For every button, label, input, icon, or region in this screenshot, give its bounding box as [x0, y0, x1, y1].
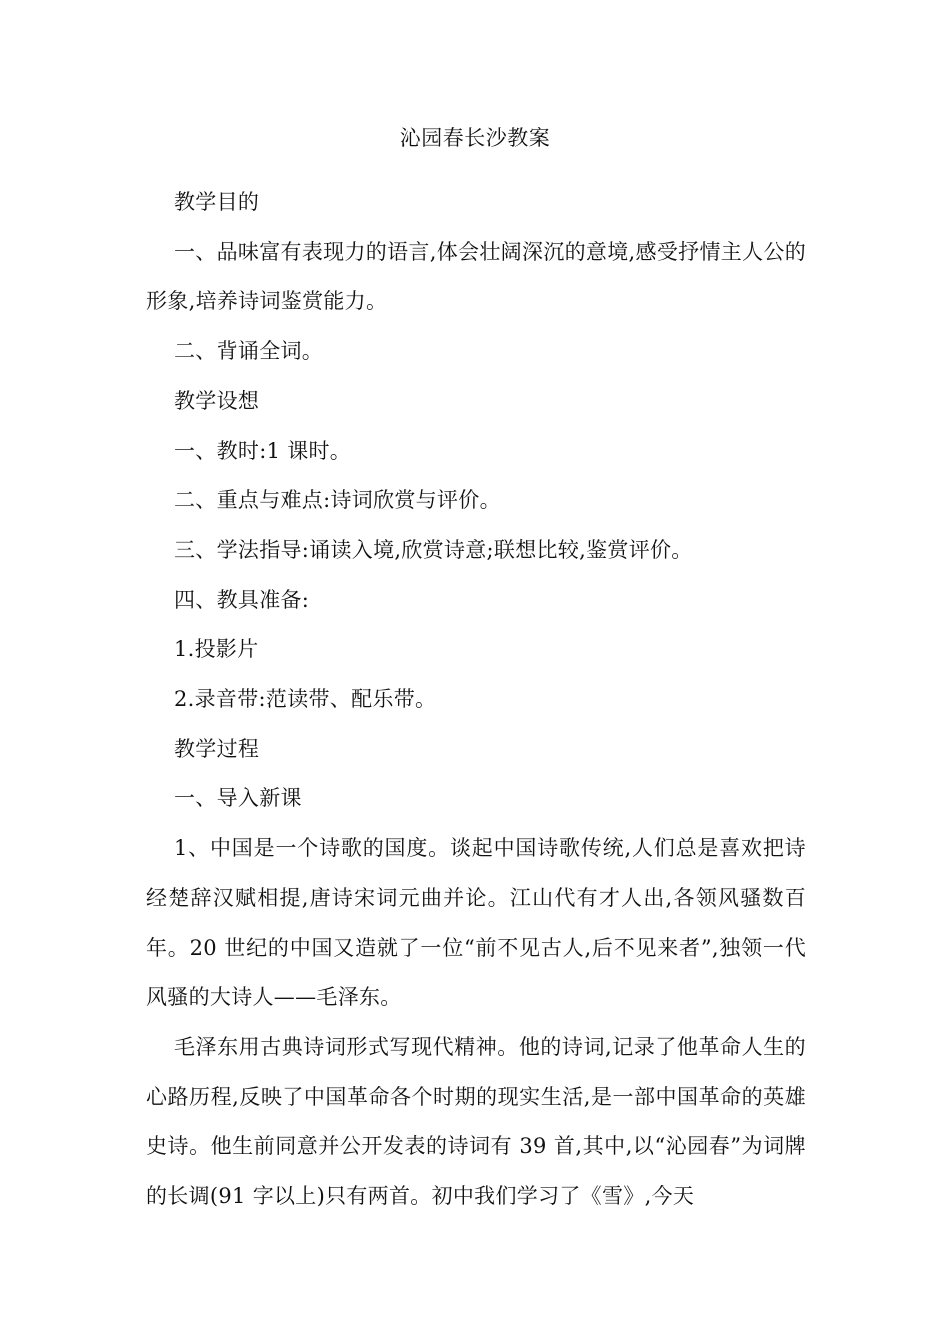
paragraph-plan-2: 二、重点与难点:诗词欣赏与评价。 [174, 488, 501, 513]
document-title: 沁园春长沙教案 [399, 126, 551, 150]
paragraph-process-1: 1、中国是一个诗歌的国度。谈起中国诗歌传统,人们总是喜欢把诗经楚辞汉赋相提,唐诗宋词元曲并论。江山代有才人出,各领风骚数百年。20 世纪的中国又造就了一位“前不见古人,后不见来者”,独领一代风骚的大诗人——毛泽东。 [146, 836, 806, 1010]
paragraph-goal-1: 一、品味富有表现力的语言,体会壮阔深沉的意境,感受抒情主人公的形象,培养诗词鉴赏能力。 [146, 239, 806, 314]
paragraph-process-2: 毛泽东用古典诗词形式写现代精神。他的诗词,记录了他革命人生的心路历程,反映了中国革命各个时期的现实生活,是一部中国革命的英雄史诗。他生前同意并公开发表的诗词有 39 首,其中,以“沁园春”为词牌的长调(91 字以上)只有两首。初中我们学习了《雪》,今天 [146, 1034, 806, 1209]
document-body [146, 178, 806, 1222]
section-heading-teaching-plan: 教学设想 [174, 388, 260, 413]
paragraph-plan-4: 四、教具准备: [174, 587, 310, 612]
paragraph-plan-1: 一、教时:1 课时。 [174, 438, 352, 463]
paragraph-plan-3: 三、学法指导:诵读入境,欣赏诗意;联想比较,鉴赏评价。 [174, 537, 693, 562]
section-heading-teaching-goals: 教学目的 [174, 190, 260, 214]
paragraph-tool-2: 2.录音带:范读带、配乐带。 [174, 687, 437, 712]
paragraph-goal-2: 二、背诵全词。 [174, 339, 324, 364]
paragraph-process-intro: 一、导入新课 [174, 786, 302, 811]
section-heading-teaching-process: 教学过程 [174, 736, 260, 761]
paragraph-tool-1: 1.投影片 [174, 637, 259, 662]
